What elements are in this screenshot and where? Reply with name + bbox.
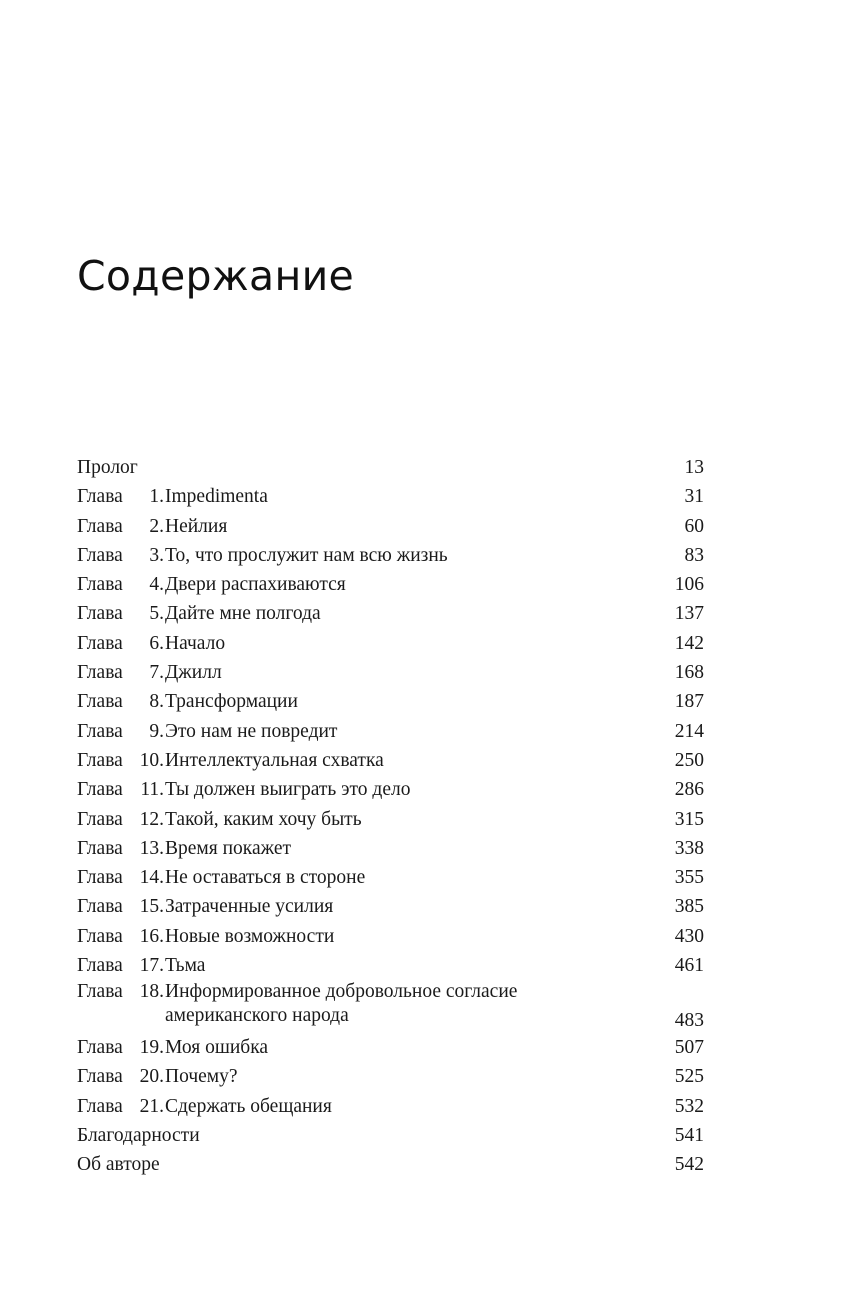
toc-chapter-number: 15. xyxy=(139,896,164,918)
toc-entry-acknowledgements[interactable] xyxy=(77,1121,704,1150)
toc-entry-page: 430 xyxy=(674,925,704,947)
toc-entry-page: 31 xyxy=(684,486,704,508)
toc-entry-title xyxy=(164,805,644,834)
toc-chapter-number: 3. xyxy=(149,544,164,566)
toc-entry-chapter[interactable] xyxy=(77,512,704,541)
toc-entry-title-line: Затраченные усилия xyxy=(165,896,334,918)
toc-entry-chapter[interactable] xyxy=(77,599,704,628)
toc-chapter-label: Глава xyxy=(77,867,123,889)
toc-entry-page: 168 xyxy=(674,662,704,684)
toc-chapter-number: 13. xyxy=(139,837,164,859)
toc-entry-chapter[interactable] xyxy=(77,570,704,599)
toc-entry-title-line: Интеллектуальная схватка xyxy=(165,749,384,771)
toc-chapter-label: Глава xyxy=(77,720,123,742)
toc-entry-title: Об авторе xyxy=(77,1154,160,1176)
toc-entry-title xyxy=(164,687,644,716)
toc-chapter-number: 10. xyxy=(139,749,164,771)
toc-entry-chapter[interactable] xyxy=(77,834,704,863)
toc-chapter-label: Глава xyxy=(77,662,123,684)
toc-entry-chapter[interactable] xyxy=(77,775,704,804)
toc-entry-title xyxy=(164,599,644,628)
toc-entry-title-line: Новые возможности xyxy=(165,925,335,947)
toc-chapter-label: Глава xyxy=(77,544,123,566)
toc-entry-page: 461 xyxy=(674,955,704,977)
toc-entry-page: 507 xyxy=(674,1036,704,1058)
toc-entry-title xyxy=(164,658,644,687)
toc-entry-title xyxy=(164,482,644,511)
toc-entry-title-line: Почему? xyxy=(165,1066,238,1088)
toc-entry-page: 542 xyxy=(674,1154,704,1176)
toc-entry-title-line: Трансформации xyxy=(165,691,298,713)
toc-chapter-label: Глава xyxy=(77,574,123,596)
toc-entry-page: 60 xyxy=(684,515,704,537)
toc-entry-page: 532 xyxy=(674,1095,704,1117)
toc-entry-chapter[interactable] xyxy=(77,1062,704,1091)
toc-entry-title xyxy=(164,863,644,892)
toc-chapter-label: Глава xyxy=(77,691,123,713)
toc-chapter-label: Глава xyxy=(77,603,123,625)
toc-entry-title xyxy=(164,834,644,863)
toc-entry-page: 385 xyxy=(674,896,704,918)
toc-entry-page: 214 xyxy=(674,720,704,742)
toc-entry-title-line: Сдержать обещания xyxy=(165,1095,332,1117)
toc-chapter-label: Глава xyxy=(77,896,123,918)
toc-entry-chapter[interactable] xyxy=(77,629,704,658)
toc-chapter-number: 20. xyxy=(139,1066,164,1088)
toc-chapter-label: Глава xyxy=(77,515,123,537)
toc-entry-page: 106 xyxy=(674,574,704,596)
toc-entry-title-line: Двери распахиваются xyxy=(165,574,346,596)
toc-entry-page: 315 xyxy=(674,808,704,830)
toc-chapter-number: 8. xyxy=(149,691,164,713)
toc-chapter-number: 11. xyxy=(140,779,164,801)
toc-entry-chapter[interactable] xyxy=(77,863,704,892)
toc-chapter-label: Глава xyxy=(77,779,123,801)
toc-entry-title xyxy=(164,1062,644,1091)
toc-chapter-label: Глава xyxy=(77,1095,123,1117)
toc-entry-page: 142 xyxy=(674,632,704,654)
toc-entry-chapter[interactable] xyxy=(77,746,704,775)
toc-entry-title xyxy=(164,512,644,541)
toc-entry-page: 250 xyxy=(674,749,704,771)
toc-entry-chapter[interactable] xyxy=(77,482,704,511)
page-title: Содержание xyxy=(77,252,355,300)
toc-entry-chapter[interactable] xyxy=(77,892,704,921)
toc-entry-chapter[interactable] xyxy=(77,1092,704,1121)
toc-entry-title-line: Ты должен выиграть это дело xyxy=(165,779,411,801)
toc-entry-title-line: Такой, каким хочу быть xyxy=(165,808,362,830)
toc-chapter-number: 9. xyxy=(149,720,164,742)
toc-entry-title xyxy=(164,570,644,599)
toc-entry-title xyxy=(164,775,644,804)
toc-entry-title-line: Impedimenta xyxy=(165,486,268,508)
toc-chapter-label: Глава xyxy=(77,486,123,508)
toc-entry-title-line: Это нам не повредит xyxy=(165,720,338,742)
toc-entry-page: 187 xyxy=(674,691,704,713)
toc-chapter-number: 5. xyxy=(149,603,164,625)
toc-entry-page: 13 xyxy=(684,457,704,478)
toc-entry-title xyxy=(164,1092,644,1121)
toc-chapter-number: 19. xyxy=(139,1036,164,1058)
toc-entry-chapter[interactable] xyxy=(77,922,704,951)
toc-chapter-label: Глава xyxy=(77,808,123,830)
toc-entry-title-line: Начало xyxy=(165,632,226,654)
toc-entry-chapter[interactable] xyxy=(77,1033,704,1062)
toc-entry-title-line: Время покажет xyxy=(165,837,292,859)
toc-chapter-label: Глава xyxy=(77,1066,123,1088)
toc-entry-title-line: Нейлия xyxy=(165,515,228,537)
toc-chapter-label: Глава xyxy=(77,632,123,654)
toc-entry-chapter[interactable] xyxy=(77,687,704,716)
toc-entry-page: 338 xyxy=(674,837,704,859)
toc-entry-title-line: американского народа xyxy=(165,1004,349,1026)
toc-entry-title-line: Джилл xyxy=(165,662,222,684)
table-of-contents xyxy=(77,453,704,1179)
toc-chapter-label: Глава xyxy=(77,981,123,1003)
toc-chapter-number: 18. xyxy=(139,981,164,1003)
toc-entry-title-line: Информированное добровольное согласие xyxy=(165,981,518,1003)
toc-entry-title-line: То, что прослужит нам всю жизнь xyxy=(165,544,448,566)
toc-entry-title-line: Тьма xyxy=(165,955,206,977)
toc-entry-page: 286 xyxy=(674,779,704,801)
toc-chapter-label: Глава xyxy=(77,749,123,771)
toc-entry-title xyxy=(164,629,644,658)
toc-entry-prologue[interactable] xyxy=(77,453,704,482)
toc-entry-title-line: Моя ошибка xyxy=(165,1036,269,1058)
toc-chapter-number: 7. xyxy=(149,662,164,684)
toc-chapter-number: 21. xyxy=(139,1095,164,1117)
toc-chapter-number: 16. xyxy=(139,925,164,947)
toc-entry-page: 137 xyxy=(674,603,704,625)
toc-entry-title-line: Дайте мне полгода xyxy=(165,603,321,625)
toc-entry-title: Пролог xyxy=(77,457,138,478)
toc-chapter-label: Глава xyxy=(77,925,123,947)
toc-entry-chapter[interactable] xyxy=(77,951,704,980)
toc-entry-chapter[interactable] xyxy=(77,717,704,746)
toc-entry-chapter[interactable] xyxy=(77,658,704,687)
toc-entry-title xyxy=(164,980,644,1027)
toc-entry-page: 483 xyxy=(674,1010,704,1032)
toc-entry-page: 525 xyxy=(674,1066,704,1088)
toc-chapter-label: Глава xyxy=(77,837,123,859)
toc-entry-about-author[interactable] xyxy=(77,1150,704,1179)
toc-entry-page: 541 xyxy=(674,1124,704,1146)
toc-entry-page: 355 xyxy=(674,867,704,889)
toc-entry-title: Благодарности xyxy=(77,1124,200,1146)
toc-chapter-number: 14. xyxy=(139,867,164,889)
toc-chapter-number: 6. xyxy=(149,632,164,654)
toc-entry-title xyxy=(164,541,644,570)
toc-entry-title xyxy=(164,717,644,746)
toc-entry-chapter[interactable] xyxy=(77,541,704,570)
toc-chapter-number: 1. xyxy=(149,486,164,508)
toc-entry-title xyxy=(164,746,644,775)
toc-chapter-number: 2. xyxy=(149,515,164,537)
toc-entry-title xyxy=(164,922,644,951)
toc-entry-title xyxy=(164,951,644,980)
toc-chapter-label: Глава xyxy=(77,955,123,977)
toc-chapter-number: 12. xyxy=(139,808,164,830)
toc-entry-title-line: Не оставаться в стороне xyxy=(165,867,366,889)
toc-chapter-number: 4. xyxy=(149,574,164,596)
toc-entry-title xyxy=(164,892,644,921)
toc-entry-chapter[interactable] xyxy=(77,980,704,1033)
toc-entry-chapter[interactable] xyxy=(77,805,704,834)
toc-chapter-label: Глава xyxy=(77,1036,123,1058)
toc-entry-page: 83 xyxy=(684,544,704,566)
toc-chapter-number: 17. xyxy=(139,955,164,977)
toc-entry-title xyxy=(164,1033,644,1062)
